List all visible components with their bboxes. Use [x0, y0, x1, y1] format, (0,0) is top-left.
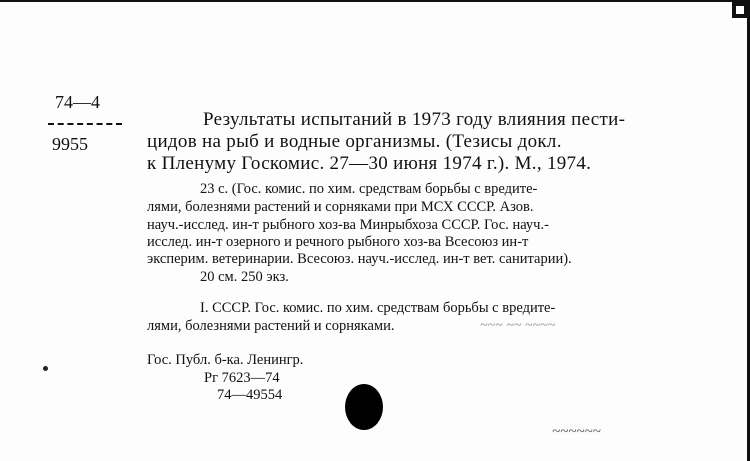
subject-line-1: I. СССР. Гос. комис. по хим. средствам борьбы с вредите- [200, 300, 556, 316]
class-number: 74—4 [55, 92, 100, 112]
handwritten-note: ~~~~~~ [552, 424, 601, 440]
description-line-3: науч.-исслед. ин-т рыбного хоз-ва Минрыбхоза СССР. Гос. науч.- [147, 217, 549, 233]
shelf-mark: Рг 7623—74 [204, 370, 280, 386]
code-divider [48, 123, 122, 125]
title-line-1: Результаты испытаний в 1973 году влияния пести- [203, 109, 626, 130]
card-corner-mark [732, 0, 750, 18]
card-top-edge [0, 0, 750, 2]
handwritten-scribble: ~~~ ~~ ~~~~ [480, 318, 556, 333]
subject-line-2: лями, болезнями растений и сорняками. [147, 318, 395, 334]
library-name: Гос. Публ. б-ка. Ленингр. [147, 352, 304, 368]
punch-dot [43, 366, 48, 371]
description-line-6: 20 см. 250 экз. [200, 269, 289, 285]
description-line-5: эксперим. ветеринарии. Всесоюз. науч.-исслед. ин-т вет. санитарии). [147, 251, 572, 267]
ink-blot [345, 384, 383, 430]
description-line-1: 23 с. (Гос. комис. по хим. средствам борьбы с вредите- [200, 181, 538, 197]
title-line-2: цидов на рыб и водные организмы. (Тезисы докл. [147, 131, 562, 152]
title-line-3: к Пленуму Госкомис. 27—30 июня 1974 г.). М., 1974. [147, 153, 592, 174]
description-line-2: лями, болезнями растений и сорняками при МСХ СССР. Азов. [147, 199, 534, 215]
accession-number: 74—49554 [217, 387, 283, 403]
card-number: 9955 [52, 134, 88, 154]
description-line-4: исслед. ин-т озерного и речного рыбного хоз-ва Всесоюз ин-т [147, 234, 529, 250]
